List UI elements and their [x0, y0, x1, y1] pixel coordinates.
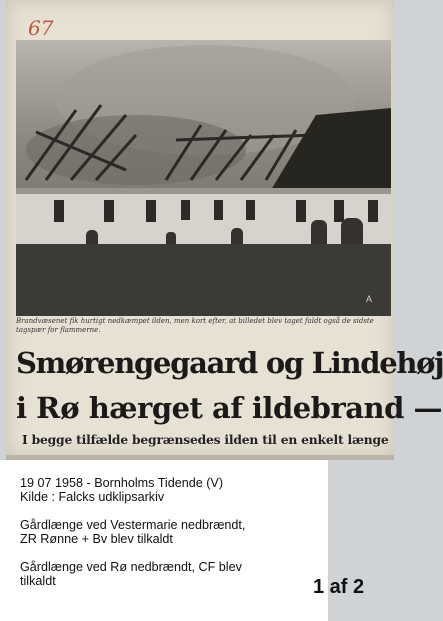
- headline-line-2: i Rø hærget af ildebrand —: [16, 391, 442, 425]
- label-event-1-cont: ZR Rønne + Bv blev tilkaldt: [20, 532, 173, 546]
- page-indicator: 1 af 2: [313, 576, 365, 598]
- photo-caption: [16, 317, 391, 335]
- headline-line-1: Smørengegaard og Lindehøj: [16, 346, 443, 380]
- caption-line-2: tagspær for flammerne.: [16, 326, 101, 334]
- label-event-2: Gårdlænge ved Rø nedbrændt, CF blev: [20, 560, 242, 574]
- caption-line-1: Brandvæsenet fik hurtigt nedkæmpet ilden, men kort efter, at billedet blev taget faldt også de sidste: [16, 317, 374, 325]
- burned-building-image: [16, 40, 391, 316]
- newspaper-clipping: [6, 0, 443, 456]
- fire-photo: [16, 40, 391, 316]
- subheadline: I begge tilfælde begrænsedes ilden til en enkelt længe: [22, 432, 389, 447]
- pencil-page-number: 67: [28, 16, 54, 40]
- archive-label: [0, 460, 328, 621]
- label-event-2-cont: tilkaldt: [20, 574, 56, 588]
- photo-mark: A: [366, 294, 373, 304]
- label-event-1: Gårdlænge ved Vestermarie nedbrændt,: [20, 518, 246, 532]
- label-date-source: 19 07 1958 - Bornholms Tidende (V): [20, 476, 224, 490]
- label-archive-source: Kilde : Falcks udklipsarkiv: [20, 490, 165, 504]
